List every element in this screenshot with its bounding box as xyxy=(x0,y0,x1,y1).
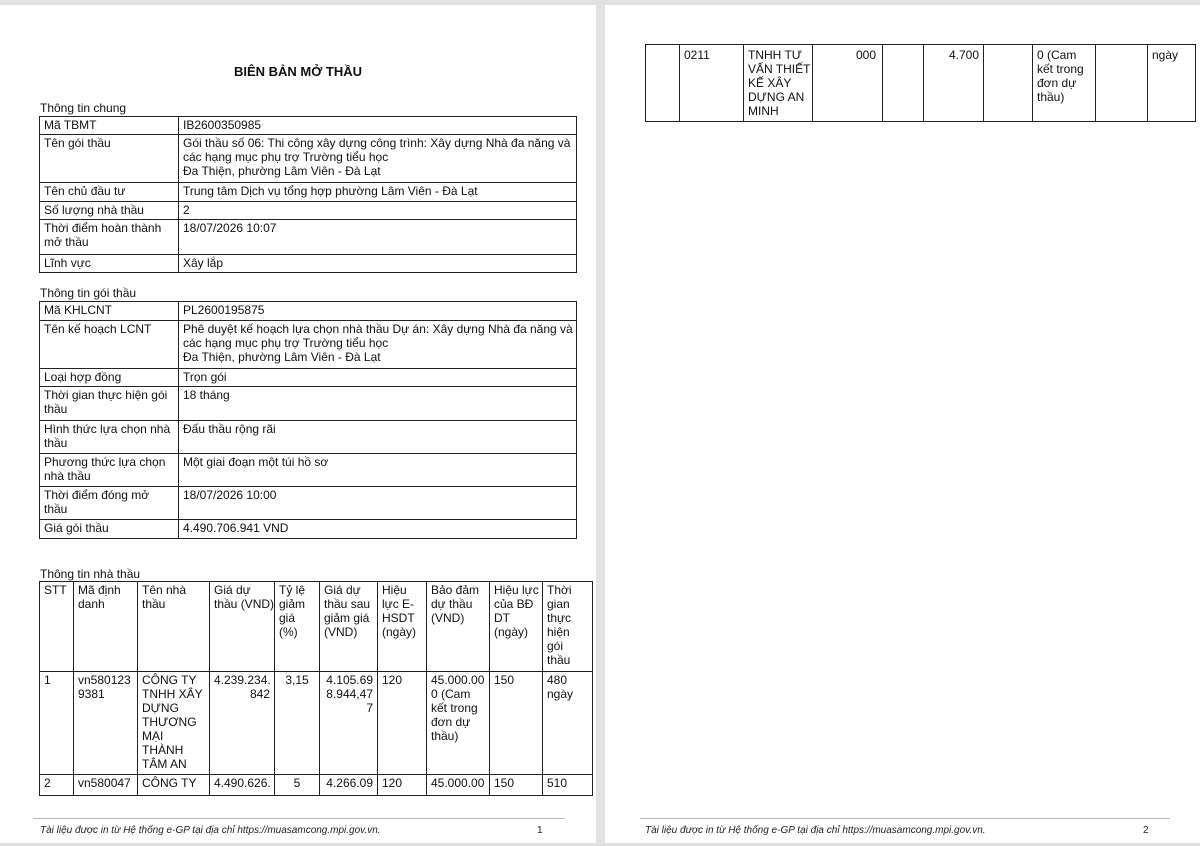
plan-code-label: Mã KHLCNT xyxy=(40,302,179,321)
bidder-row xyxy=(646,45,1196,122)
package-price-label: Giá gói thầu xyxy=(40,520,179,539)
general-info-table xyxy=(39,116,577,273)
col-header-bid-price: Giá dự thầu (VND) xyxy=(210,582,275,672)
bidder-count-label: Số lượng nhà thầu xyxy=(40,202,179,220)
tbmt-code-value: IB2600350985 xyxy=(179,117,577,135)
plan-name-label: Tên kế hoạch LCNT xyxy=(40,321,179,369)
general-info-row xyxy=(40,135,577,183)
col-header-stt: STT xyxy=(40,582,74,672)
bidders-table xyxy=(39,581,593,796)
bid-security: 45.000.00 xyxy=(427,775,490,796)
package-info-table xyxy=(39,301,577,539)
security-validity: 150 xyxy=(490,775,543,796)
plan-code-value: PL2600195875 xyxy=(179,302,577,321)
general-info-row xyxy=(40,220,577,255)
document-page-2 xyxy=(605,5,1200,843)
discount-rate xyxy=(883,45,924,122)
package-price-value: 4.490.706.941 VND xyxy=(179,520,577,539)
contract-type-value: Trọn gói xyxy=(179,369,577,387)
footer-note: Tài liệu được in từ Hệ thống e-GP tại địa chỉ https://muasamcong.mpi.gov.vn. xyxy=(645,825,986,836)
col-header-bidder-id: Mã định danh xyxy=(74,582,138,672)
discount-rate: 5 xyxy=(275,775,320,796)
col-header-bid-security: Bảo đảm dự thầu (VND) xyxy=(427,582,490,672)
bidder-name: TNHH TƯ VẤN THIẾT KẾ XÂY DỰNG AN MINH xyxy=(744,45,813,122)
selection-method-label: Hình thức lựa chọn nhà thầu xyxy=(40,421,179,454)
col-header-bidder-name: Tên nhà thầu xyxy=(138,582,210,672)
bidder-name: CÔNG TY xyxy=(138,775,210,796)
bidder-stt: 1 xyxy=(40,672,74,775)
closing-time-label: Thời điểm đóng mở thầu xyxy=(40,487,179,520)
bidders-heading: Thông tin nhà thầu xyxy=(40,567,141,581)
duration-value: 18 tháng xyxy=(179,387,577,421)
duration-label: Thời gian thực hiện gói thầu xyxy=(40,387,179,421)
bidder-id: 0211 xyxy=(680,45,744,122)
bid-price: 4.239.234. 842 xyxy=(210,672,275,775)
col-header-bid-validity: Hiệu lực E- HSDT (ngày) xyxy=(378,582,427,672)
general-info-row xyxy=(40,255,577,273)
bid-validity: 120 xyxy=(378,775,427,796)
bid-security: 45.000.00 0 (Cam kết trong đơn dự thầu) xyxy=(427,672,490,775)
package-info-row xyxy=(40,520,577,539)
bidder-id: vn580047 xyxy=(74,775,138,796)
bidder-row xyxy=(40,775,593,796)
package-info-row xyxy=(40,321,577,369)
execution-time: ngày xyxy=(1148,45,1196,122)
page-number: 1 xyxy=(537,825,543,836)
col-header-discount-rate: Tỷ lệ giảm giá (%) xyxy=(275,582,320,672)
package-name-label: Tên gói thầu xyxy=(40,135,179,183)
footer-rule xyxy=(640,818,1170,819)
bidders-header-row xyxy=(40,582,593,672)
discounted-price: 4.105.69 8.944,47 7 xyxy=(320,672,378,775)
bid-price: 4.490.626. xyxy=(210,775,275,796)
bidder-id: vn580123 9381 xyxy=(74,672,138,775)
security-validity xyxy=(1096,45,1148,122)
closing-time-value: 18/07/2026 10:00 xyxy=(179,487,577,520)
opening-completed-time-value: 18/07/2026 10:07 xyxy=(179,220,577,255)
discounted-price: 4.700 xyxy=(924,45,984,122)
col-header-execution-time: Thời gian thực hiện gói thầu xyxy=(543,582,593,672)
tbmt-code-label: Mã TBMT xyxy=(40,117,179,135)
bidder-stt xyxy=(646,45,680,122)
document-title: BIÊN BẢN MỞ THẦU xyxy=(233,64,363,79)
page-number: 2 xyxy=(1143,825,1149,836)
package-info-row xyxy=(40,454,577,487)
field-label: Lĩnh vực xyxy=(40,255,179,273)
discount-rate: 3,15 xyxy=(275,672,320,775)
bidder-stt: 2 xyxy=(40,775,74,796)
bidder-name: CÔNG TY TNHH XÂY DỰNG THƯƠNG MẠI THÀNH TÂM AN xyxy=(138,672,210,775)
package-info-row xyxy=(40,421,577,454)
selection-method-value: Đấu thầu rộng rãi xyxy=(179,421,577,454)
bidder-row xyxy=(40,672,593,775)
col-header-discounted-price: Giá dự thầu sau giảm giá (VND) xyxy=(320,582,378,672)
bid-security: 0 (Cam kết trong đơn dự thầu) xyxy=(1033,45,1096,122)
general-info-row xyxy=(40,202,577,220)
document-page-1 xyxy=(0,5,596,843)
contract-type-label: Loại hợp đồng xyxy=(40,369,179,387)
package-info-row xyxy=(40,369,577,387)
execution-time: 510 xyxy=(543,775,593,796)
execution-time: 480 ngày xyxy=(543,672,593,775)
package-name-value: Gói thầu số 06: Thi công xây dựng công trình: Xây dựng Nhà đa năng và các hạng mục phụ trợ Trường tiểu học Đa Thiện, phường Lâm Viên - Đà Lạt xyxy=(179,135,577,183)
package-info-row xyxy=(40,302,577,321)
plan-name-value: Phê duyệt kế hoạch lựa chọn nhà thầu Dự án: Xây dựng Nhà đa năng và các hạng mục phụ trợ Trường tiểu học Đa Thiện, phường Lâm Viên - Đà Lạt xyxy=(179,321,577,369)
opening-completed-time-label: Thời điểm hoàn thành mở thầu xyxy=(40,220,179,255)
bid-validity xyxy=(984,45,1033,122)
bidder-count-value: 2 xyxy=(179,202,577,220)
selection-mode-value: Một giai đoạn một túi hồ sơ xyxy=(179,454,577,487)
footer-rule xyxy=(33,818,565,819)
col-header-security-validity: Hiệu lực của BĐ DT (ngày) xyxy=(490,582,543,672)
discounted-price: 4.266.09 xyxy=(320,775,378,796)
bid-validity: 120 xyxy=(378,672,427,775)
security-validity: 150 xyxy=(490,672,543,775)
package-info-row xyxy=(40,487,577,520)
general-info-row xyxy=(40,117,577,135)
bidders-table-continued xyxy=(645,44,1196,122)
investor-value: Trung tâm Dịch vụ tổng hợp phường Lâm Viên - Đà Lạt xyxy=(179,183,577,202)
package-info-heading: Thông tin gói thầu xyxy=(40,286,137,300)
footer-note: Tài liệu được in từ Hệ thống e-GP tại địa chỉ https://muasamcong.mpi.gov.vn. xyxy=(40,825,381,836)
field-value: Xây lắp xyxy=(179,255,577,273)
selection-mode-label: Phương thức lựa chọn nhà thầu xyxy=(40,454,179,487)
general-info-row xyxy=(40,183,577,202)
bid-price: 000 xyxy=(813,45,883,122)
general-info-heading: Thông tin chung xyxy=(40,101,127,115)
investor-label: Tên chủ đầu tư xyxy=(40,183,179,202)
package-info-row xyxy=(40,387,577,421)
